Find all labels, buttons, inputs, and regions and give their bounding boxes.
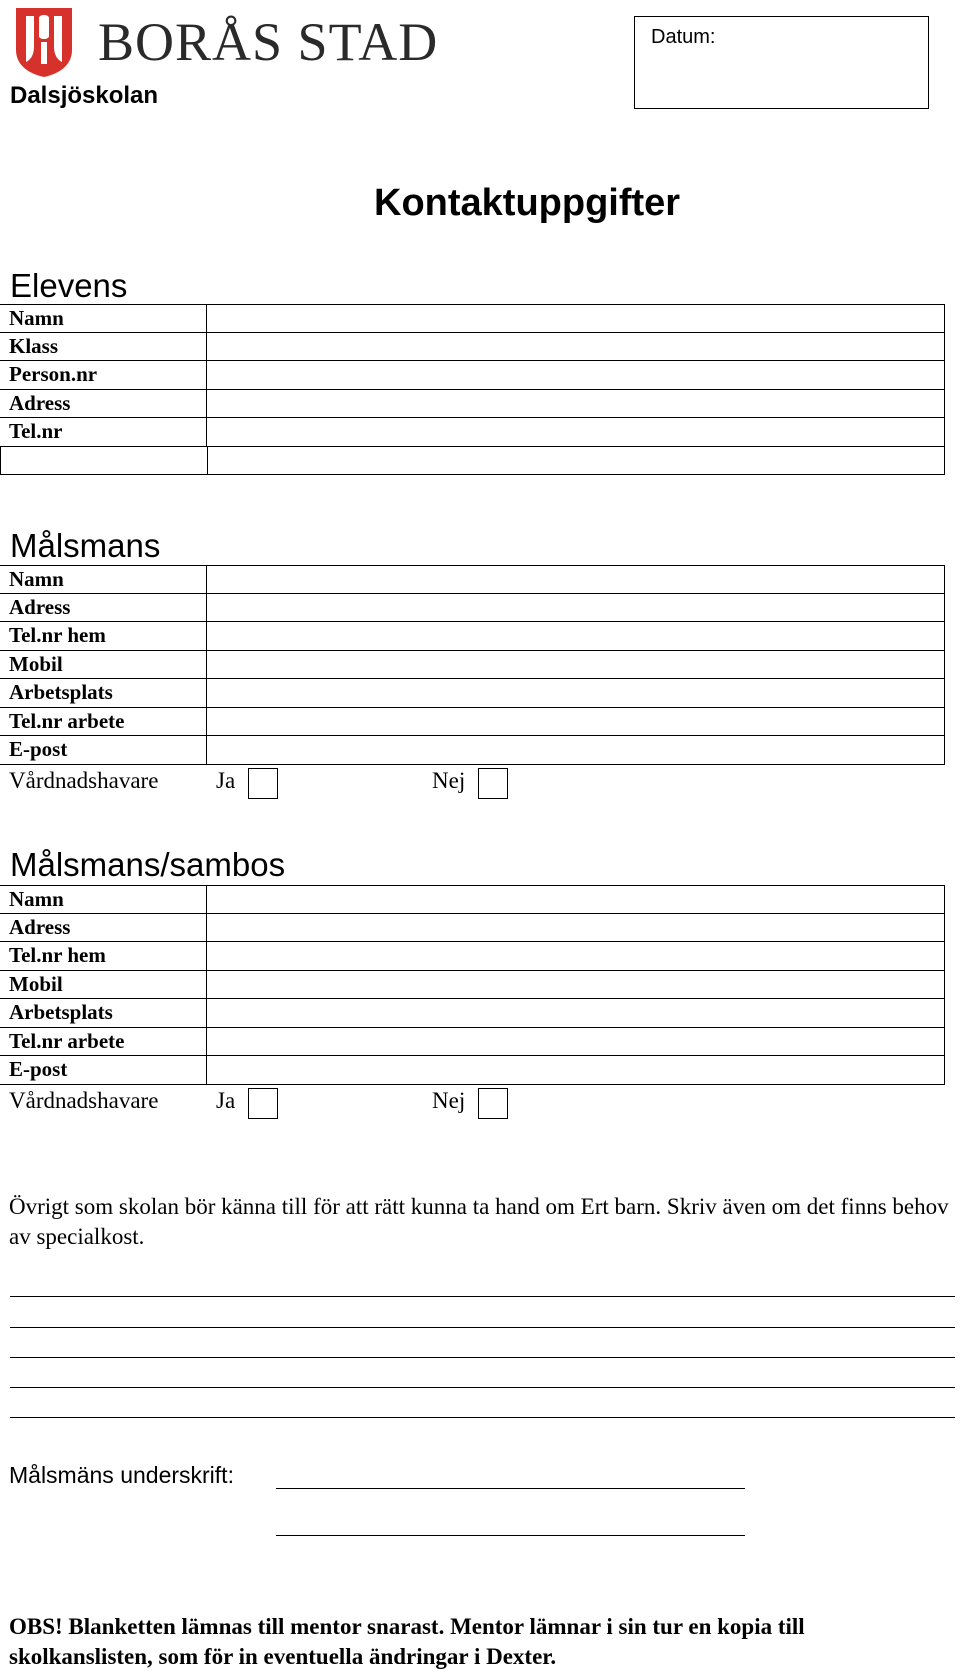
form-row[interactable]	[0, 885, 945, 914]
field-label: Tel.nr arbete	[0, 708, 207, 736]
field-input[interactable]	[207, 999, 945, 1027]
field-label: Arbetsplats	[0, 999, 207, 1027]
form-row[interactable]	[0, 1028, 945, 1057]
form-row[interactable]	[0, 1056, 945, 1085]
form-row[interactable]	[0, 594, 945, 623]
field-label: Namn	[0, 305, 207, 332]
writing-line[interactable]	[10, 1417, 955, 1418]
field-label: Klass	[0, 333, 207, 361]
section-heading-elevens: Elevens	[10, 267, 128, 304]
form-row[interactable]	[0, 651, 945, 680]
form-row[interactable]	[0, 361, 945, 390]
field-input[interactable]	[207, 594, 945, 622]
form-row[interactable]	[0, 622, 945, 651]
field-input[interactable]	[207, 679, 945, 707]
custody-no-checkbox[interactable]	[478, 768, 508, 799]
field-label: Tel.nr	[0, 418, 207, 446]
writing-line[interactable]	[10, 1387, 955, 1388]
form-row[interactable]	[0, 942, 945, 971]
field-input[interactable]	[207, 651, 945, 679]
form-row[interactable]	[0, 447, 945, 476]
boras-stad-logo	[12, 6, 76, 78]
field-label: Tel.nr arbete	[0, 1028, 207, 1056]
field-input[interactable]	[207, 566, 945, 593]
yes-label: Ja	[216, 1088, 236, 1113]
field-label: Tel.nr hem	[0, 622, 207, 650]
field-label: Person.nr	[0, 361, 207, 389]
field-input[interactable]	[207, 736, 945, 764]
field-label: Adress	[0, 390, 207, 418]
section-heading-malsmans: Målsmans	[10, 527, 161, 564]
signature-line[interactable]	[276, 1488, 745, 1489]
field-label: Namn	[0, 886, 207, 913]
field-input[interactable]	[207, 622, 945, 650]
date-box[interactable]	[634, 16, 929, 109]
field-label: E-post	[0, 736, 207, 764]
form-row[interactable]	[0, 565, 945, 594]
writing-line[interactable]	[10, 1357, 955, 1358]
custody-label: Vårdnadshavare	[9, 1088, 159, 1113]
writing-line[interactable]	[10, 1327, 955, 1328]
field-input[interactable]	[207, 418, 945, 446]
form-row[interactable]	[0, 304, 945, 333]
school-name: Dalsjöskolan	[10, 82, 159, 109]
form-row[interactable]	[0, 971, 945, 1000]
field-input[interactable]	[207, 914, 945, 942]
date-label: Datum:	[651, 26, 716, 48]
field-label: Mobil	[0, 971, 207, 999]
field-input[interactable]	[207, 1028, 945, 1056]
field-label: Tel.nr hem	[0, 942, 207, 970]
field-label: Adress	[0, 594, 207, 622]
signature-label: Målsmäns underskrift:	[9, 1462, 234, 1488]
field-input[interactable]	[207, 971, 945, 999]
field-input[interactable]	[207, 886, 945, 913]
partner-custody-yes-checkbox[interactable]	[248, 1088, 278, 1119]
custody-yes-checkbox[interactable]	[248, 768, 278, 799]
section-heading-sambos: Målsmans/sambos	[10, 846, 286, 883]
field-label: Mobil	[0, 651, 207, 679]
writing-line[interactable]	[10, 1296, 955, 1297]
custody-label: Vårdnadshavare	[9, 768, 159, 793]
other-info-text: Övrigt som skolan bör känna till för att rätt kunna ta hand om Ert barn. Skriv även om det finns behov av specialkost.	[9, 1194, 949, 1249]
field-label: Namn	[0, 566, 207, 593]
field-label	[1, 447, 208, 475]
field-input[interactable]	[207, 333, 945, 361]
field-label: Arbetsplats	[0, 679, 207, 707]
student-form	[0, 304, 945, 475]
partner-form	[0, 885, 945, 1085]
form-row[interactable]	[0, 914, 945, 943]
guardian-form	[0, 565, 945, 765]
field-input[interactable]	[207, 390, 945, 418]
signature-line[interactable]	[276, 1535, 745, 1536]
field-input[interactable]	[207, 942, 945, 970]
field-label: E-post	[0, 1056, 207, 1084]
partner-custody-no-checkbox[interactable]	[478, 1088, 508, 1119]
page-title: Kontaktuppgifter	[374, 182, 681, 224]
field-input[interactable]	[207, 708, 945, 736]
form-row[interactable]	[0, 999, 945, 1028]
obs-notice: OBS! Blanketten lämnas till mentor snarast. Mentor lämnar i sin tur en kopia till skolkanslisten, som för in eventuella ändringar i Dexter.	[9, 1614, 805, 1669]
field-input[interactable]	[208, 447, 945, 475]
form-row[interactable]	[0, 679, 945, 708]
no-label: Nej	[432, 1088, 466, 1113]
brand-name: BORÅS STAD	[98, 12, 439, 72]
form-row[interactable]	[0, 418, 945, 447]
field-label: Adress	[0, 914, 207, 942]
field-input[interactable]	[207, 1056, 945, 1084]
form-row[interactable]	[0, 736, 945, 765]
field-input[interactable]	[207, 305, 945, 332]
form-row[interactable]	[0, 390, 945, 419]
field-input[interactable]	[207, 361, 945, 389]
yes-label: Ja	[216, 768, 236, 793]
form-row[interactable]	[0, 708, 945, 737]
form-row[interactable]	[0, 333, 945, 362]
no-label: Nej	[432, 768, 466, 793]
